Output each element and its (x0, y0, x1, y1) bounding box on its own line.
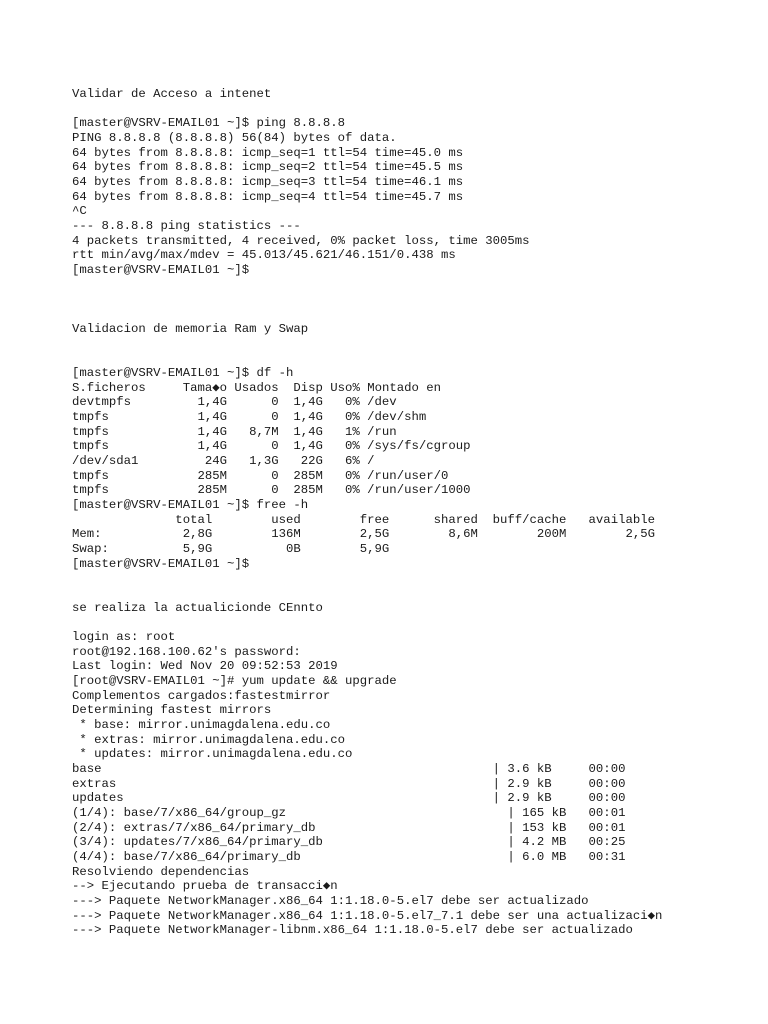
terminal-line: Resolviendo dependencias (72, 865, 250, 879)
terminal-line: [master@VSRV-EMAIL01 ~]$ free -h (72, 498, 309, 512)
terminal-line: Last login: Wed Nov 20 09:52:53 2019 (72, 659, 338, 673)
terminal-line: ^C (72, 204, 87, 218)
terminal-line: updates | 2.9 kB 00:00 (72, 791, 626, 805)
terminal-line: (3/4): updates/7/x86_64/primary_db | 4.2 MB 00:25 (72, 835, 626, 849)
section-heading-update: se realiza la actualicionde CEnnto (72, 601, 323, 615)
terminal-line: [root@VSRV-EMAIL01 ~]# yum update && upgrade (72, 674, 397, 688)
terminal-line: S.ficheros Tama◆o Usados Disp Uso% Montado en (72, 381, 441, 395)
terminal-line: ---> Paquete NetworkManager-libnm.x86_64 1:1.18.0-5.el7 debe ser actualizado (72, 923, 633, 937)
terminal-line: tmpfs 285M 0 285M 0% /run/user/1000 (72, 483, 471, 497)
terminal-line: [master@VSRV-EMAIL01 ~]$ (72, 557, 250, 571)
terminal-line: tmpfs 1,4G 8,7M 1,4G 1% /run (72, 425, 397, 439)
section-heading-internet: Validar de Acceso a intenet (72, 87, 272, 101)
terminal-line: PING 8.8.8.8 (8.8.8.8) 56(84) bytes of data. (72, 131, 397, 145)
terminal-line: Determining fastest mirrors (72, 703, 272, 717)
terminal-line: (2/4): extras/7/x86_64/primary_db | 153 kB 00:01 (72, 821, 626, 835)
terminal-line: [master@VSRV-EMAIL01 ~]$ (72, 263, 250, 277)
terminal-line: tmpfs 1,4G 0 1,4G 0% /dev/shm (72, 410, 427, 424)
terminal-line: 64 bytes from 8.8.8.8: icmp_seq=4 ttl=54 time=45.7 ms (72, 190, 464, 204)
terminal-line: devtmpfs 1,4G 0 1,4G 0% /dev (72, 395, 397, 409)
terminal-line: 64 bytes from 8.8.8.8: icmp_seq=3 ttl=54 time=46.1 ms (72, 175, 464, 189)
terminal-line: Complementos cargados:fastestmirror (72, 689, 331, 703)
terminal-line: --> Ejecutando prueba de transacci◆n (72, 879, 338, 893)
terminal-line: extras | 2.9 kB 00:00 (72, 777, 626, 791)
terminal-line: * base: mirror.unimagdalena.edu.co (72, 718, 331, 732)
terminal-line: * updates: mirror.unimagdalena.edu.co (72, 747, 353, 761)
terminal-line: tmpfs 285M 0 285M 0% /run/user/0 (72, 469, 449, 483)
terminal-line: ---> Paquete NetworkManager.x86_64 1:1.18.0-5.el7 debe ser actualizado (72, 894, 589, 908)
terminal-line: root@192.168.100.62's password: (72, 645, 301, 659)
terminal-line: 64 bytes from 8.8.8.8: icmp_seq=1 ttl=54 time=45.0 ms (72, 146, 464, 160)
terminal-line: tmpfs 1,4G 0 1,4G 0% /sys/fs/cgroup (72, 439, 471, 453)
terminal-line: 4 packets transmitted, 4 received, 0% packet loss, time 3005ms (72, 234, 530, 248)
terminal-line: 64 bytes from 8.8.8.8: icmp_seq=2 ttl=54 time=45.5 ms (72, 160, 464, 174)
section-heading-memory: Validacion de memoria Ram y Swap (72, 322, 309, 336)
terminal-line: --- 8.8.8.8 ping statistics --- (72, 219, 301, 233)
terminal-line: [master@VSRV-EMAIL01 ~]$ ping 8.8.8.8 (72, 116, 346, 130)
terminal-line: (4/4): base/7/x86_64/primary_db | 6.0 MB 00:31 (72, 850, 626, 864)
terminal-line: (1/4): base/7/x86_64/group_gz | 165 kB 00:01 (72, 806, 626, 820)
terminal-line: Swap: 5,9G 0B 5,9G (72, 542, 390, 556)
terminal-line: ---> Paquete NetworkManager.x86_64 1:1.18.0-5.el7_7.1 debe ser una actualizaci◆n (72, 909, 663, 923)
terminal-line: /dev/sda1 24G 1,3G 22G 6% / (72, 454, 375, 468)
terminal-line: [master@VSRV-EMAIL01 ~]$ df -h (72, 366, 294, 380)
terminal-line: rtt min/avg/max/mdev = 45.013/45.621/46.151/0.438 ms (72, 248, 456, 262)
terminal-line: Mem: 2,8G 136M 2,5G 8,6M 200M 2,5G (72, 527, 655, 541)
terminal-line: total used free shared buff/cache available (72, 513, 655, 527)
terminal-line: * extras: mirror.unimagdalena.edu.co (72, 733, 346, 747)
terminal-line: base | 3.6 kB 00:00 (72, 762, 626, 776)
terminal-line: login as: root (72, 630, 176, 644)
